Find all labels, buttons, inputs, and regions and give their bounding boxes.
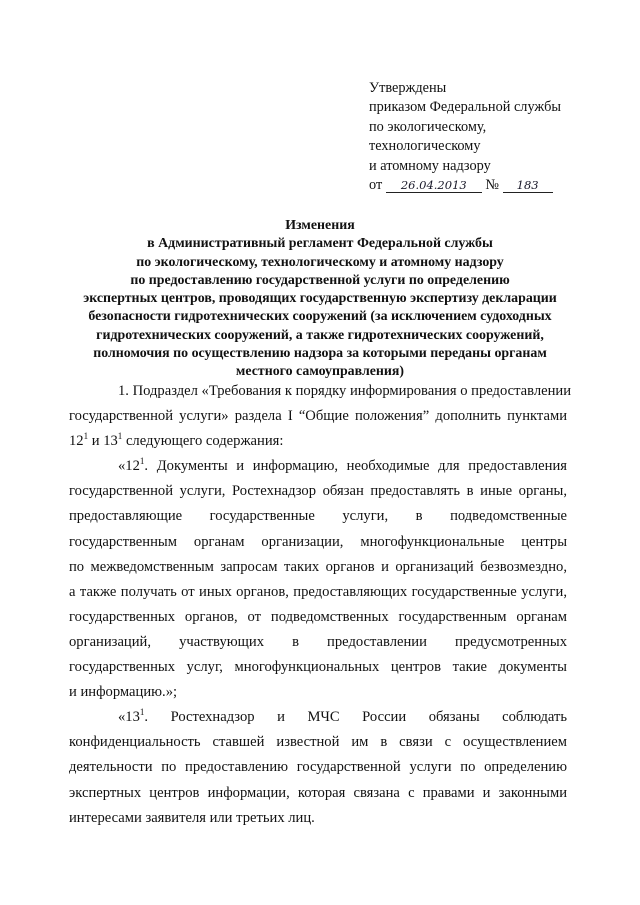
text-line: по межведомственным запросам таких органов и организаций безвозмездно,	[69, 558, 567, 575]
heading-line: в Административный регламент Федеральной службы	[147, 236, 493, 252]
text-line: государственным органам организации, многофункциональные центры	[69, 533, 567, 550]
heading-line: полномочия по осуществлению надзора за которыми переданы органам	[93, 346, 547, 362]
text-line: государственной услуги» раздела I “Общие положения” дополнить пунктами	[69, 408, 567, 425]
superscript: 1	[139, 707, 145, 718]
text-line: а также получать от иных органов, предоставляющих государственные услуги,	[69, 583, 567, 600]
approval-line-4: технологическому	[369, 138, 481, 155]
text-line: 1. Подраздел «Требования к порядку информирования о предоставлении	[118, 383, 572, 399]
text-line: организаций, участвующих в предоставлении предусмотренных	[69, 633, 567, 650]
heading-line: по предоставлению государственной услуги по определению	[130, 272, 510, 288]
text-fragment: . Документы и информацию, необходимые для предоставления	[144, 458, 567, 475]
superscript: 1	[83, 431, 89, 442]
text-line	[69, 429, 567, 454]
item-number: и 13	[88, 433, 118, 450]
heading-line: местного самоуправления)	[235, 364, 405, 380]
paragraph-1	[69, 379, 572, 454]
paragraph-3	[69, 705, 567, 830]
heading-line: Изменения	[285, 218, 355, 233]
text-line: государственных органов, от подведомственных государственным органам	[69, 608, 567, 625]
approval-line-5: и атомному надзору	[369, 157, 491, 174]
text-line: государственных услуг, многофункциональных центров такие документы	[69, 659, 567, 676]
text-fragment: следующего содержания:	[122, 433, 284, 450]
approval-line-1: Утверждены	[369, 80, 447, 96]
heading-line: гидротехнических сооружений, а также гидротехнических сооружений,	[96, 327, 544, 343]
number-sign: №	[485, 177, 500, 194]
text-line	[69, 454, 567, 479]
approval-line-3: по экологическому,	[369, 118, 487, 135]
text-line: интересами заявителя или третьих лиц.	[69, 809, 315, 826]
date-prefix: от	[369, 177, 383, 194]
handwritten-date: 26.04.2013	[386, 178, 482, 193]
approval-block	[369, 79, 609, 195]
text-line: предоставляющие государственные услуги, в подведомственные	[69, 508, 567, 525]
text-line: государственной услуги, Ростехнадзор обязан предоставлять в иные органы,	[69, 483, 567, 500]
text-line	[69, 705, 567, 730]
item-number: 12	[69, 433, 84, 450]
document-heading	[60, 217, 580, 382]
item-number: «12	[118, 458, 140, 475]
superscript: 1	[139, 456, 145, 467]
paragraph-2	[69, 454, 567, 705]
heading-line: безопасности гидротехнических сооружений (за исключением судоходных	[88, 309, 552, 325]
text-line: и информацию.»;	[69, 684, 178, 701]
text-line: конфиденциальность ставшей известной им в связи с осуществлением	[69, 734, 567, 751]
item-number: «13	[118, 709, 140, 726]
text-fragment: . Ростехнадзор и МЧС России обязаны соблюдать	[144, 709, 567, 726]
text-line: деятельности по предоставлению государственной услуги по определению	[69, 759, 567, 776]
text-line: экспертных центров информации, которая связана с правами и законными	[69, 784, 567, 801]
approval-line-2: приказом Федеральной службы	[369, 99, 561, 116]
approval-date-line	[369, 176, 609, 195]
heading-line: экспертных центров, проводящих государственную экспертизу декларации	[83, 291, 557, 307]
document-body	[69, 379, 572, 831]
superscript: 1	[117, 431, 123, 442]
handwritten-number: 183	[503, 178, 553, 193]
heading-line: по экологическому, технологическому и атомному надзору	[136, 254, 504, 270]
